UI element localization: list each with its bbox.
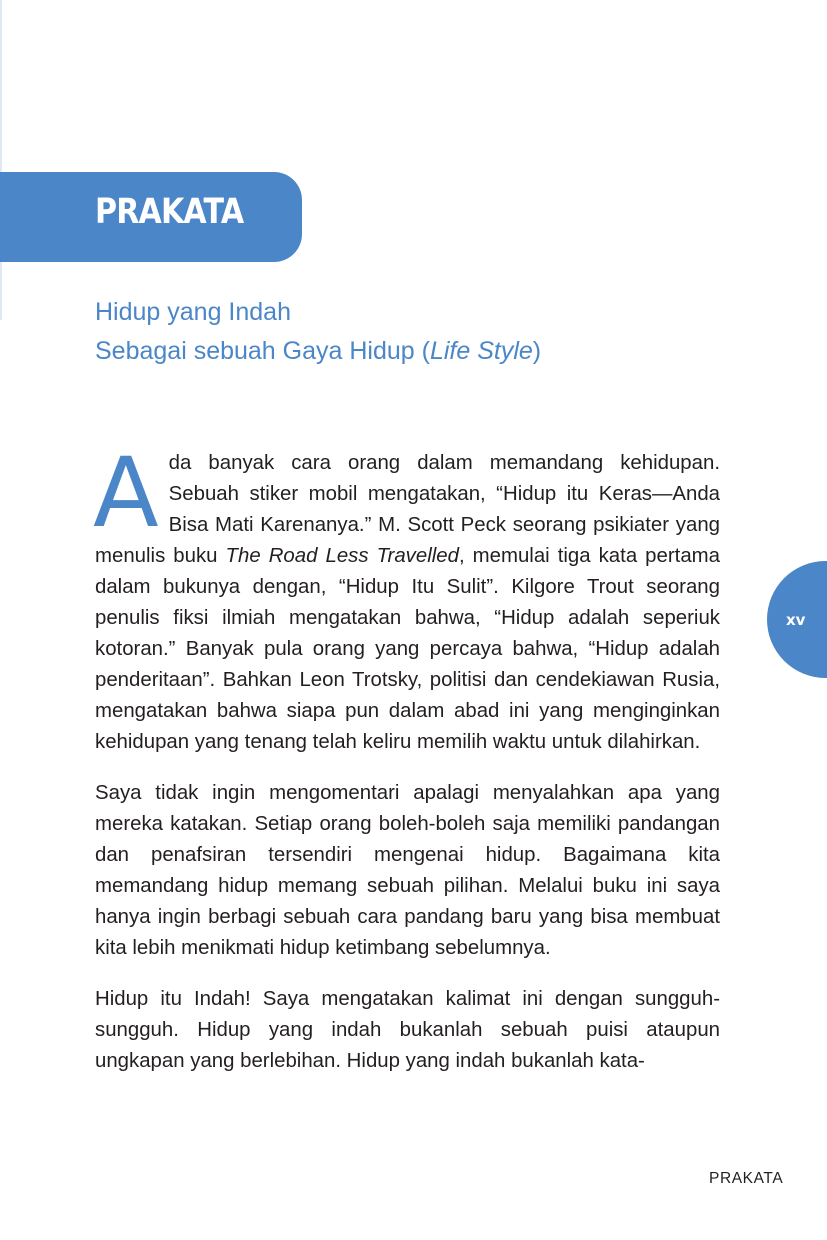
paragraph-1-part-1: da banyak cara orang dalam memandang kehidupan. Sebuah stiker mobil mengatakan, “Hidup itu Keras—Anda Bisa Mati Karenanya.” M. Scott Peck seorang psikiater yang menulis buku <box>95 452 720 567</box>
subtitle-line-2 <box>95 332 541 371</box>
drop-cap: A <box>93 437 159 549</box>
body-text <box>93 437 720 1097</box>
subtitle-line-2-suffix: ) <box>532 337 542 365</box>
paragraph-1-part-2: , memulai tiga kata pertama dalam bukunya dengan, “Hidup Itu Sulit”. Kilgore Trout seorang penulis fiksi ilmiah mengatakan bahwa, “Hidup adalah seperiuk kotoran.” Banyak pula orang yang percaya bahwa, “Hidup adalah penderitaan”. Bahkan Leon Trotsky, politisi dan cendekiawan Rusia, mengatakan bahwa siapa pun dalam abad ini yang menginginkan kehidupan yang tenang telah keliru memilih waktu untuk dilahirkan. <box>95 545 720 753</box>
paragraph-1 <box>93 437 720 758</box>
subtitle-italic-term: Life Style <box>429 337 533 365</box>
subtitle-line-2-prefix: Sebagai sebuah Gaya Hidup ( <box>95 337 430 365</box>
chapter-title: PRAKATA <box>95 192 244 232</box>
book-title: The Road Less Travelled <box>225 545 459 567</box>
subtitle-line-1: Hidup yang Indah <box>95 298 291 326</box>
page-edge-shadow <box>0 0 2 320</box>
paragraph-2: Saya tidak ingin mengomentari apalagi menyalahkan apa yang mereka katakan. Setiap orang boleh-boleh saja memiliki pandangan dan penafsiran tersendiri mengenai hidup. Bagaimana kita memandang hidup memang sebuah pilihan. Melalui buku ini saya hanya ingin berbagi sebuah cara pandang baru yang bisa membuat kita lebih menikmati hidup ketimbang sebelumnya. <box>95 782 720 959</box>
paragraph-3: Hidup itu Indah! Saya mengatakan kalimat ini dengan sungguh-sungguh. Hidup yang indah bukanlah sebuah puisi ataupun ungkapan yang berlebihan. Hidup yang indah bukanlah kata- <box>95 988 720 1072</box>
running-footer: PRAKATA <box>709 1170 784 1187</box>
page-number: xv <box>786 611 806 629</box>
section-subtitle <box>95 293 541 371</box>
